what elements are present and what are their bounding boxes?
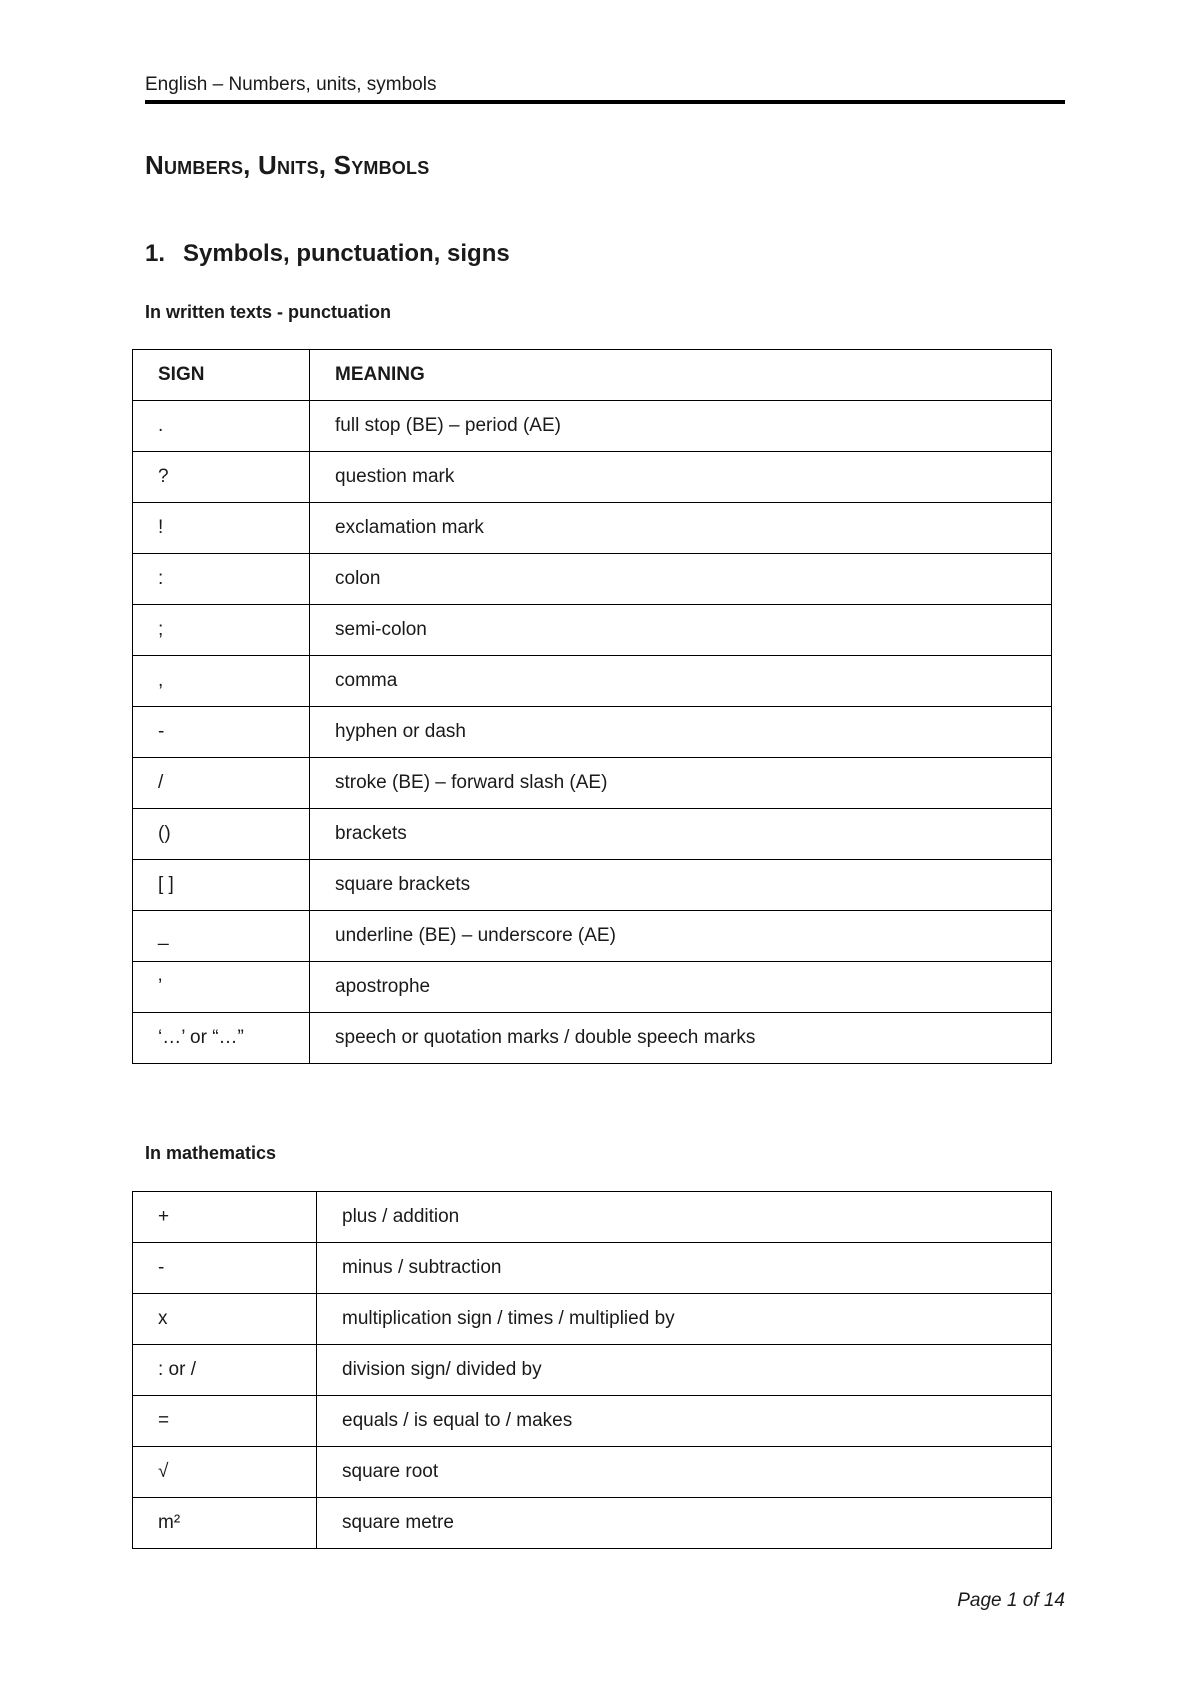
meaning-cell: square brackets — [310, 860, 1052, 911]
sign-cell: : or / — [133, 1345, 317, 1396]
sign-cell: ; — [133, 605, 310, 656]
mathematics-table — [132, 1191, 1052, 1549]
meaning-cell: stroke (BE) – forward slash (AE) — [310, 758, 1052, 809]
table-row — [133, 1396, 1052, 1447]
meaning-cell: minus / subtraction — [317, 1243, 1052, 1294]
document-title: Numbers, Units, Symbols — [145, 150, 430, 180]
table-row — [133, 503, 1052, 554]
meaning-cell: division sign/ divided by — [317, 1345, 1052, 1396]
table-row — [133, 809, 1052, 860]
sign-cell: ‘…’ or “…” — [133, 1013, 310, 1064]
sign-cell: _ — [133, 911, 310, 962]
section-number: 1. — [145, 240, 166, 267]
sign-cell: = — [133, 1396, 317, 1447]
meaning-cell: full stop (BE) – period (AE) — [310, 401, 1052, 452]
sign-cell: m² — [133, 1498, 317, 1549]
table-row — [133, 1243, 1052, 1294]
sign-cell: [ ] — [133, 860, 310, 911]
meaning-cell: apostrophe — [310, 962, 1052, 1013]
meaning-cell: plus / addition — [317, 1192, 1052, 1243]
table-row — [133, 1294, 1052, 1345]
meaning-cell: equals / is equal to / makes — [317, 1396, 1052, 1447]
table-row — [133, 401, 1052, 452]
sign-cell: : — [133, 554, 310, 605]
section-title: Symbols, punctuation, signs — [183, 240, 510, 267]
sign-cell: ? — [133, 452, 310, 503]
sign-cell: . — [133, 401, 310, 452]
table-row — [133, 605, 1052, 656]
running-header: English – Numbers, units, symbols — [145, 74, 1065, 104]
table-row — [133, 1447, 1052, 1498]
table-row — [133, 758, 1052, 809]
table-row — [133, 911, 1052, 962]
table-row — [133, 1013, 1052, 1064]
table-header-row — [133, 350, 1052, 401]
section-heading — [145, 240, 510, 268]
table-row — [133, 1345, 1052, 1396]
sign-cell: / — [133, 758, 310, 809]
meaning-cell: square metre — [317, 1498, 1052, 1549]
meaning-cell: brackets — [310, 809, 1052, 860]
sign-cell: x — [133, 1294, 317, 1345]
table-row — [133, 962, 1052, 1013]
table-row — [133, 707, 1052, 758]
meaning-cell: colon — [310, 554, 1052, 605]
punctuation-subheading: In written texts - punctuation — [145, 302, 391, 322]
meaning-cell: speech or quotation marks / double speech marks — [310, 1013, 1052, 1064]
meaning-cell: exclamation mark — [310, 503, 1052, 554]
sign-cell: , — [133, 656, 310, 707]
sign-cell: + — [133, 1192, 317, 1243]
meaning-cell: hyphen or dash — [310, 707, 1052, 758]
sign-cell: - — [133, 1243, 317, 1294]
sign-cell: √ — [133, 1447, 317, 1498]
meaning-cell: question mark — [310, 452, 1052, 503]
table-row — [133, 554, 1052, 605]
table-row — [133, 656, 1052, 707]
column-header-meaning: MEANING — [310, 350, 1052, 401]
meaning-cell: square root — [317, 1447, 1052, 1498]
sign-cell: ! — [133, 503, 310, 554]
sign-cell: () — [133, 809, 310, 860]
column-header-sign: SIGN — [133, 350, 310, 401]
table-row — [133, 452, 1052, 503]
table-row — [133, 860, 1052, 911]
mathematics-subheading: In mathematics — [145, 1143, 277, 1163]
sign-cell: - — [133, 707, 310, 758]
page-number: Page 1 of 14 — [957, 1590, 1065, 1611]
meaning-cell: multiplication sign / times / multiplied by — [317, 1294, 1052, 1345]
meaning-cell: semi-colon — [310, 605, 1052, 656]
meaning-cell: comma — [310, 656, 1052, 707]
sign-cell: ’ — [133, 962, 310, 1013]
table-row — [133, 1498, 1052, 1549]
punctuation-table — [132, 349, 1052, 1064]
table-row — [133, 1192, 1052, 1243]
meaning-cell: underline (BE) – underscore (AE) — [310, 911, 1052, 962]
